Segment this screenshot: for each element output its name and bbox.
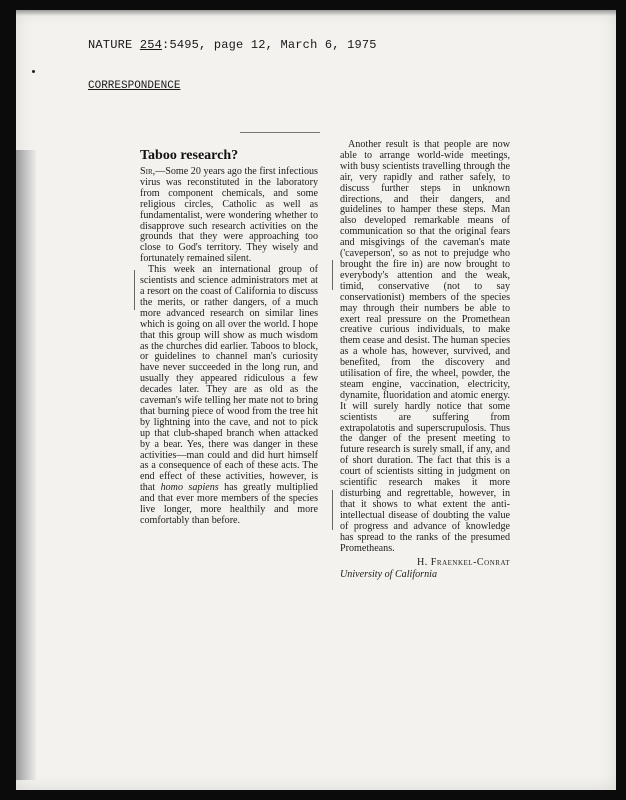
article-title: Taboo research?: [140, 148, 239, 163]
margin-mark: [332, 260, 333, 290]
salutation: Sir,: [140, 166, 156, 177]
scan-shadow-top: [16, 10, 616, 16]
paragraph-1-text: —Some 20 years ago the first infectious virus was reconstituted in the laboratory from component chemicals, and some religious circles, Catholic as well as fundamentalist, were wondering whether to disapprove such research activities on the grounds that they were approaching too close to God's territory. They wisely and fortunately remained silent.: [140, 166, 318, 265]
paragraph-2-text: This week an international group of scientists and science administrators met at a resort on the coast of California to discuss the merits, or rather dangers, of a much more advanced research on similar lines which is going on all over the world. I hope that this group will show as much wisdom as the churches did earlier. Taboos to block, or guidelines to channel man's curiosity have never succeeded in the long run, and usually they appeared ridiculous a few decades later. They are as old as the caveman's wife telling her mate not to bring that burning piece of wood from the tree hit by lightning into the cave, and not to pick up that club-shaped branch when attacked by a bear. Yes, there was danger in these activities—man could and did hurt himself as a consequence of each of these acts. The end effect of these activities, however, is that: [140, 264, 318, 494]
paragraph-2: [140, 265, 318, 527]
top-rule: [240, 132, 320, 133]
author-affiliation: University of California: [340, 569, 438, 581]
paragraph-1: [140, 167, 318, 265]
species-italic: homo sapiens: [160, 482, 219, 494]
volume-number: 254: [139, 38, 163, 52]
column-left: [140, 148, 318, 527]
margin-mark: [134, 270, 135, 310]
paragraph-3: Another result is that people are now able to arrange world-wide meetings, with busy scientists travelling through the air, very rapidly and rather safely, to discuss further steps in unknown directions, and their dangers, and guidelines to hamper these steps. Man also developed remarkable means of communication so that the original fears and misgivings of the caveman's mate ('caveperson', so as not to prejudge who brought the fire in) are now brought to everybody's attention and the weak, timid, conservative (not to say conservationist) members of the species may through their numbers be able to exert real pressure on the Promethean creative curious individuals, to make them cease and desist. The human species as a whole has, however, survived, and benefited, from the discovery and utilisation of fire, the wheel, powder, the steam engine, vaccination, electricity, dynamite, fluoridation and atomic energy. It will surely hardly notice that some scientists are suffering from extrapolatotis and superscrupulosis. Thus the danger of the present meeting to future research is surely small, if any, and of short duration. The fact that this is a court of scientists sitting in judgment on scientific research makes it more disturbing and regrettable, however, in that it shows to what extent the anti-intellectual disease of doubting the value of progress and advance of knowledge has spread to the ranks of the presumed Prometheans.: [340, 139, 510, 554]
author-signature: H. Fraenkel-Conrat: [416, 557, 510, 569]
journal-name: NATURE: [88, 38, 133, 52]
scan-shadow-left: [16, 150, 36, 780]
scan-speck: [32, 70, 35, 73]
margin-mark: [332, 490, 333, 530]
paragraph-2-end: has greatly multiplied and that ever more members of the species live longer, more healthily and more comfortably than before.: [140, 482, 318, 526]
section-label: CORRESPONDENCE: [88, 80, 181, 92]
citation-rest: :5495, page 12, March 6, 1975: [162, 38, 377, 52]
citation-header: [88, 38, 377, 52]
column-right: [340, 140, 510, 581]
